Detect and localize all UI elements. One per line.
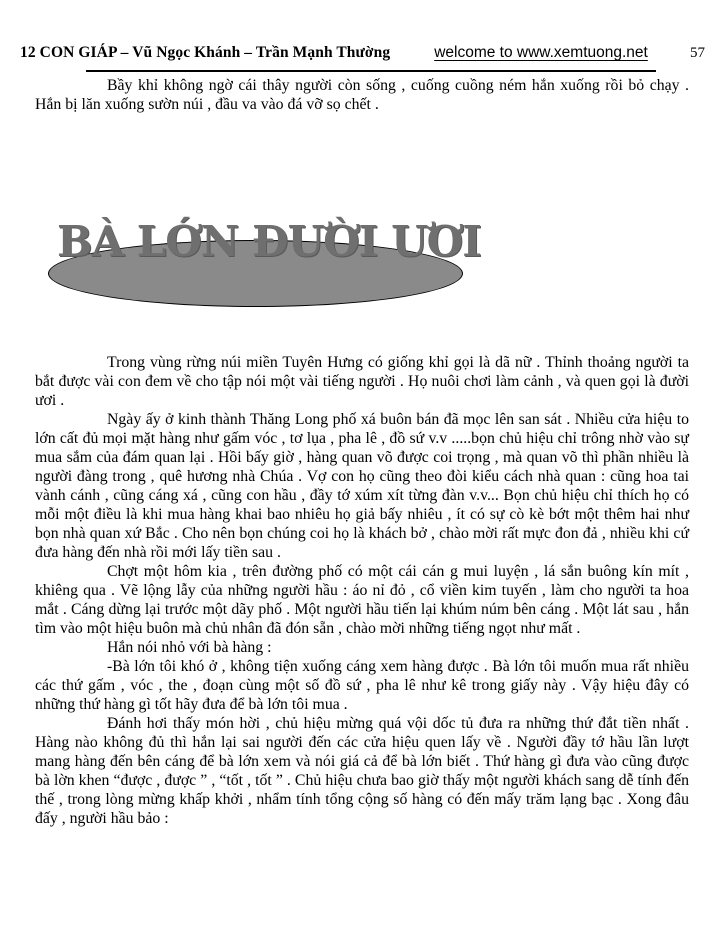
page-body [0,76,723,828]
chapter-title: BÀ LỚN ĐƯỜI ƯƠI [57,217,481,266]
paragraph-6-dialogue: -Bà lớn tôi khó ở , không tiện xuống cáng xem hàng được . Bà lớn tôi muốn mua rất nhiều các thứ gấm , vóc , the , đoạn cùng một số đồ sứ , pha lê như kê trong giấy này . Vậy hiệu đây có những thứ hàng gì tốt hãy đưa để bà lớn tôi mua . [35,658,689,713]
paragraph-2: Trong vùng rừng núi miền Tuyên Hưng có giống khỉ gọi là dã nữ . Thỉnh thoảng người ta bắt được vài con đem về cho tập nói một vài tiếng người . Họ nuôi chơi làm cảnh , và quen gọi là đười ươi . [35,354,689,409]
page-number: 57 [690,45,705,61]
website-link[interactable]: welcome to www.xemtuong.net [434,44,648,61]
paragraph-5: Hắn nói nhỏ với bà hàng : [107,639,272,656]
paragraph-3: Ngày ấy ở kinh thành Thăng Long phố xá buôn bán đã mọc lên san sát . Nhiều cửa hiệu to lớn cất đủ mọi mặt hàng như gấm vóc , tơ lụa , pha lê , đồ sứ v.v .....bọn chủ hiệu chỉ trông nhờ vào sự mua sắm của đám quan lại . Hồi bấy giờ , hàng quan võ được coi trọng , mà quan võ thì phần nhiều là người đàng trong , quê hương nhà Chúa . Vợ con họ cũng theo đòi kiểu cách nhà quan : cũng hoa tai vành cánh , cũng cáng xá , cũng con hầu , đầy tớ xúm xít từng đàn v.v... Bọn chủ hiệu chỉ thích họ có mỗi một điều là khi mua hàng khai bao nhiêu họ giả bấy nhiêu , ít có sự cò kè bớt một thêm hai như bọn nhà quan xứ Bắc . Cho nên bọn chúng coi họ là khách bở , chào mời rất mực đon đả , nhiều khi cứ đưa hàng đến nhà rồi mới lấy tiền sau . [35,411,689,561]
header-divider [86,70,656,72]
paragraph-7: Đánh hơi thấy món hời , chủ hiệu mừng quá vội dốc tủ đưa ra những thứ đắt tiền nhất . Hàng nào không đủ thì hắn lại sai người đến các cửa hiệu quen lấy về . Người đầy tớ hầu lần lượt mang hàng đến bên cáng để bà lớn xem và nói giá cả để bà lớn biết . Thứ hàng gì đưa vào cũng được bà lờn khen “được , được ” , “tốt , tốt ” . Chủ hiệu chưa bao giờ thấy một người khách sang dễ tính đến thế , trong lòng mừng khấp khởi , nhẩm tính tổng cộng số hàng có đến mấy trăm lạng bạc . Xong đâu đấy , người hầu bảo : [35,715,689,827]
paragraph-1: Bầy khỉ không ngờ cái thây người còn sống , cuống cuồng ném hắn xuống rồi bỏ chạy . Hắn bị lăn xuống sườn núi , đầu va vào đá vỡ sọ chết . [35,77,689,113]
paragraph-4: Chợt một hôm kia , trên đường phố có một cái cán g mui luyện , lá sắn buông kín mít , khiêng qua . Vẽ lộng lẫy của những người hầu : áo nỉ đỏ , cổ viền kim tuyến , làm cho người ta hoa mắt . Cáng dừng lại trước một dãy phố . Một người hầu tiến lại khúm núm bên cáng . Một lát sau , hắn tìm vào một hiệu buôn mà chủ nhân đã đón sẵn , chào mời những tiếng ngọt như mất . [35,563,689,637]
chapter-title-graphic [35,215,689,310]
page-header [0,44,723,62]
book-title: 12 CON GIÁP – Vũ Ngọc Khánh – Trần Mạnh Thường [20,44,391,61]
